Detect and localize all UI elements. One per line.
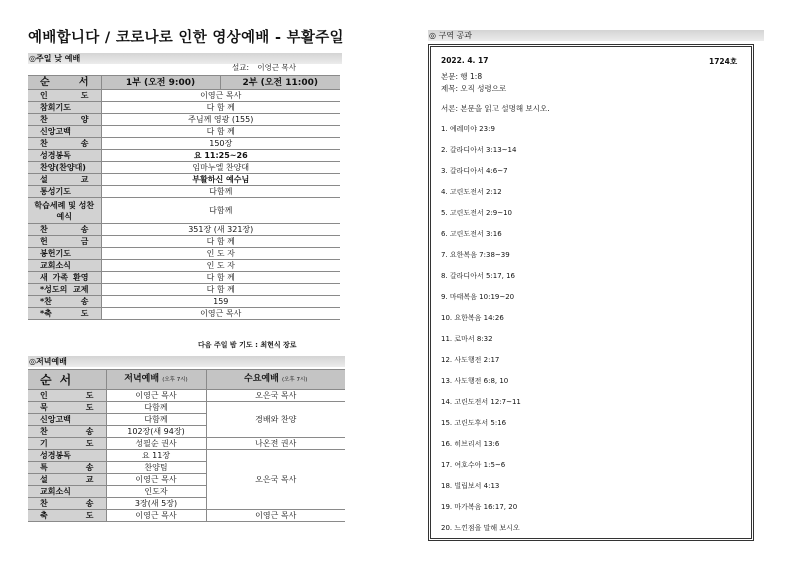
study-section-bar <box>428 30 764 41</box>
header-order: 순서 <box>28 370 106 390</box>
evening-label: 설 교 <box>28 474 106 486</box>
order-value: 부활하신 예수님 <box>101 174 340 186</box>
sunday-order-table <box>28 75 340 320</box>
evening-label: 묵 도 <box>28 402 106 414</box>
study-question: 13. 사도행전 6:8, 10 <box>441 377 509 385</box>
study-question: 6. 고린도전서 3:16 <box>441 230 502 238</box>
study-question: 5. 고린도전서 2:9~10 <box>441 209 512 217</box>
order-value: 주님께 영광 (155) <box>101 114 340 126</box>
order-label: 헌 금 <box>28 236 101 248</box>
order-value: 159 <box>101 296 340 308</box>
sunday-section-label: ◎주일 낮 예배 <box>29 54 81 63</box>
header-first-service: 1부 (오전 9:00) <box>101 76 220 90</box>
study-question: 18. 빌립보서 4:13 <box>441 482 500 490</box>
next-prayer-note: 다음 주일 밤 기도 : 최현식 장로 <box>198 341 297 349</box>
order-label: *찬 송 <box>28 296 101 308</box>
study-question: 16. 히브리서 13:6 <box>441 440 500 448</box>
order-label: 학습세례 및 성찬예식 <box>28 198 101 224</box>
evening-value: 3장(새 5장) <box>106 498 206 510</box>
order-value: 다 함 께 <box>101 284 340 296</box>
order-label: 신앙고백 <box>28 126 101 138</box>
study-question: 2. 갈라디아서 3:13~14 <box>441 146 517 154</box>
order-row <box>28 248 340 260</box>
wednesday-value: 나온전 권사 <box>206 438 345 450</box>
evening-label: 인 도 <box>28 390 106 402</box>
evening-label: 축 도 <box>28 510 106 522</box>
evening-value: 102장(새 94장) <box>106 426 206 438</box>
order-label: 성경봉독 <box>28 150 101 162</box>
study-question: 14. 고린도전서 12:7~11 <box>441 398 521 406</box>
header-wednesday-time: (오후 7시) <box>281 377 308 383</box>
order-row <box>28 272 340 284</box>
order-label: 찬 양 <box>28 114 101 126</box>
order-label: 찬양(찬양대) <box>28 162 101 174</box>
order-row <box>28 308 340 320</box>
study-text-ref: 본문: 행 1:8 <box>441 72 483 81</box>
order-row <box>28 102 340 114</box>
study-question: 11. 로마서 8:32 <box>441 335 493 343</box>
order-label: 교회소식 <box>28 260 101 272</box>
order-row <box>28 126 340 138</box>
header-order: 순 서 <box>28 76 101 90</box>
sermon-preacher: 이영근 목사 <box>257 63 297 72</box>
order-row <box>28 260 340 272</box>
wednesday-value: 이영근 목사 <box>206 510 345 522</box>
header-wednesday-label: 수요예배 <box>244 374 279 384</box>
evening-label: 교회소식 <box>28 486 106 498</box>
evening-value: 요 11장 <box>106 450 206 462</box>
order-label: *성도의 교제 <box>28 284 101 296</box>
order-label: 설 교 <box>28 174 101 186</box>
evening-section-bar <box>28 356 345 367</box>
study-question: 12. 사도행전 2:17 <box>441 356 500 364</box>
header-second-service: 2부 (오전 11:00) <box>220 76 340 90</box>
order-value: 인 도 자 <box>101 248 340 260</box>
order-value: 다 함 께 <box>101 272 340 284</box>
sermon-credit <box>232 62 296 73</box>
evening-row <box>28 438 345 450</box>
sunday-header-row <box>28 76 340 90</box>
order-label: 찬 송 <box>28 224 101 236</box>
evening-label: 성경봉독 <box>28 450 106 462</box>
order-value: 이영근 목사 <box>101 90 340 102</box>
header-evening <box>106 370 206 390</box>
evening-row <box>28 390 345 402</box>
order-value: 임마누엘 찬양대 <box>101 162 340 174</box>
order-value: 다 함 께 <box>101 236 340 248</box>
study-question: 4. 고린도전서 2:12 <box>441 188 502 196</box>
order-value: 인 도 자 <box>101 260 340 272</box>
evening-section-label: ◎저녁예배 <box>29 357 67 366</box>
order-value: 다함께 <box>101 198 340 224</box>
order-row <box>28 236 340 248</box>
order-row <box>28 296 340 308</box>
sermon-label: 설교: <box>232 63 250 72</box>
order-label: *축 도 <box>28 308 101 320</box>
order-label: 통성기도 <box>28 186 101 198</box>
order-row <box>28 186 340 198</box>
evening-value: 이영근 목사 <box>106 474 206 486</box>
wednesday-value: 오은국 목사 <box>206 450 345 510</box>
evening-label: 기 도 <box>28 438 106 450</box>
order-value: 351장 (새 321장) <box>101 224 340 236</box>
evening-label: 찬 송 <box>28 498 106 510</box>
evening-order-table <box>28 369 345 522</box>
study-question: 3. 갈라디아서 4:6~7 <box>441 167 508 175</box>
wednesday-value: 오은국 목사 <box>206 390 345 402</box>
study-section-label: ◎ 구역 공과 <box>429 31 472 40</box>
page-title: 예배합니다 / 코로나로 인한 영상예배 - 부활주일 <box>28 30 344 46</box>
order-value: 다함께 <box>101 186 340 198</box>
study-question: 10. 요한복음 14:26 <box>441 314 504 322</box>
study-date: 2022. 4. 17 <box>441 56 489 65</box>
study-question: 9. 마태복음 10:19~20 <box>441 293 515 301</box>
order-row <box>28 198 340 224</box>
evening-value: 이영근 목사 <box>106 390 206 402</box>
study-box <box>428 44 754 541</box>
evening-row <box>28 402 345 414</box>
order-value: 요 11:25~26 <box>101 150 340 162</box>
evening-value: 이영근 목사 <box>106 510 206 522</box>
study-question: 7. 요한복음 7:38~39 <box>441 251 510 259</box>
order-label: 참회기도 <box>28 102 101 114</box>
order-row <box>28 162 340 174</box>
order-label: 새 가족 환영 <box>28 272 101 284</box>
evening-value: 다함께 <box>106 402 206 414</box>
header-evening-label: 저녁예배 <box>124 374 160 384</box>
evening-value: 인도자 <box>106 486 206 498</box>
order-value: 다 함 께 <box>101 126 340 138</box>
order-row <box>28 284 340 296</box>
evening-row <box>28 510 345 522</box>
order-value: 다 함 께 <box>101 102 340 114</box>
evening-value: 다함께 <box>106 414 206 426</box>
study-question: 15. 고린도후서 5:16 <box>441 419 507 427</box>
order-value: 이영근 목사 <box>101 308 340 320</box>
header-wednesday <box>206 370 345 390</box>
study-question: 8. 갈라디아서 5:17, 16 <box>441 272 516 280</box>
header-evening-time: (오후 7시) <box>162 377 188 383</box>
order-row <box>28 138 340 150</box>
evening-label: 특 송 <box>28 462 106 474</box>
order-label: 찬 송 <box>28 138 101 150</box>
order-row <box>28 114 340 126</box>
study-question: 17. 여호수아 1:5~6 <box>441 461 506 469</box>
order-row <box>28 150 340 162</box>
evening-label: 신앙고백 <box>28 414 106 426</box>
wednesday-value: 경배와 찬양 <box>206 402 345 438</box>
evening-label: 찬 송 <box>28 426 106 438</box>
order-row <box>28 174 340 186</box>
order-row <box>28 90 340 102</box>
study-instruction: 서론: 본문을 읽고 설명해 보시오. <box>441 104 550 113</box>
order-row <box>28 224 340 236</box>
order-label: 인 도 <box>28 90 101 102</box>
evening-row <box>28 450 345 462</box>
evening-value: 찬양팀 <box>106 462 206 474</box>
study-title: 제목: 오직 성령으로 <box>441 84 507 93</box>
evening-header-row <box>28 370 345 390</box>
study-question: 20. 느낀점을 말해 보시오 <box>441 524 520 532</box>
order-value: 150장 <box>101 138 340 150</box>
study-issue: 1724호 <box>709 57 738 66</box>
study-question: 19. 마가복음 16:17, 20 <box>441 503 518 511</box>
order-label: 봉헌기도 <box>28 248 101 260</box>
study-question: 1. 예레미야 23:9 <box>441 125 495 133</box>
evening-value: 성필순 권사 <box>106 438 206 450</box>
